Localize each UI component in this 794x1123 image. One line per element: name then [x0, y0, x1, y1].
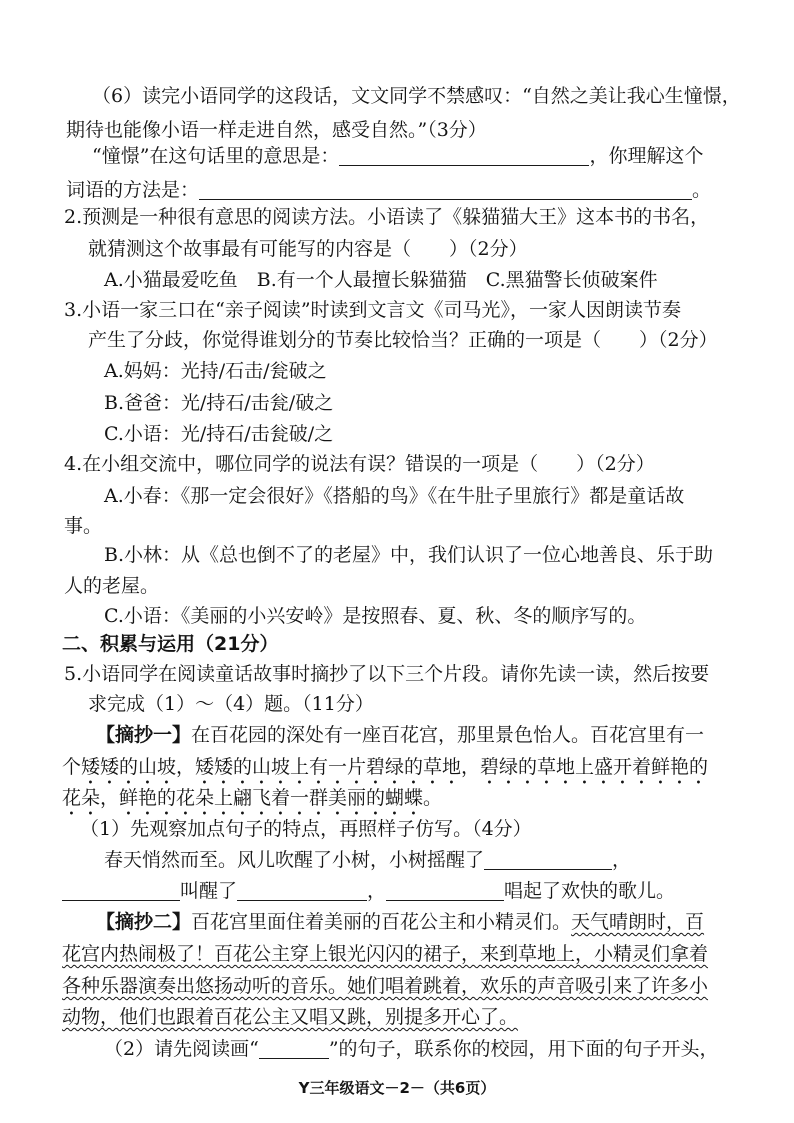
fill-blank-1[interactable] [484, 849, 612, 870]
q5-sub-1: （1）先观察加点句子的特点，再照样子仿写。（4分） [80, 818, 532, 840]
q6-meaning-blank[interactable] [339, 145, 589, 166]
q6-method-intro: ，你理解这个 [589, 145, 704, 167]
q6-method-blank[interactable] [199, 179, 692, 200]
excerpt-2-underlined-1: 天气晴朗时，百 [571, 911, 705, 933]
excerpt-1-text-1: 在百花园的深处有一座百花宫，那里景色怡人。百花宫里有一 [191, 724, 705, 746]
q5-line-1: 5.小语同学在阅读童话故事时摘抄了以下三个片段。请你先读一读，然后按要 [64, 663, 710, 685]
q3-option-b: B.爸爸：光/持石/击瓮/破之 [104, 392, 334, 414]
excerpt-1-dotted-sentence: 矮矮的山坡，矮矮的山坡上有一片碧绿的草地，碧绿的草地上盛开着鲜艳的 [81, 756, 709, 778]
fill-blank-4[interactable] [386, 880, 504, 901]
q4-line-1: 4.在小组交流中，哪位同学的说法有误？错误的一项是（ ）（2分） [64, 453, 655, 475]
q2-line-1: 2.预测是一种很有意思的阅读方法。小语读了《躲猫猫大王》这本书的书名， [64, 206, 710, 228]
page-footer: Y三年级语文－2－（共6页） [298, 1079, 496, 1097]
excerpt-2-line-3 [62, 972, 708, 1000]
q6-line-1: （6）读完小语同学的这段话，文文同学不禁感叹：“自然之美让我心生憧憬， [92, 85, 741, 107]
q4-option-a-line-2: 事。 [64, 515, 103, 537]
q2-options: A.小猫最爱吃鱼 B.有一个人最擅长躲猫猫 C.黑猫警长侦破案件 [104, 269, 658, 291]
excerpt-1-label: 【摘抄一】 [96, 724, 192, 746]
q5-sub-1-fill-line-2 [62, 877, 675, 905]
q6-line-2: 期待也能像小语一样走进自然，感受自然。”（3分） [66, 119, 487, 141]
excerpt-2-label: 【摘抄二】 [96, 911, 192, 933]
excerpt-1-line-1 [96, 721, 704, 749]
q3-line-2: 产生了分歧，你觉得谁划分的节奏比较恰当？正确的一项是（ ）（2分） [88, 329, 718, 351]
q6-meaning-prompt: “憧憬”在这句话里的意思是： [92, 145, 340, 167]
q4-option-b-line-2: 人的老屋。 [64, 575, 160, 597]
q6-period: 。 [692, 179, 712, 201]
q3-option-c: C.小语：光/持石/击瓮破/之 [104, 423, 334, 445]
excerpt-2-underlined-4: 动物，他们也跟着百花公主又唱又跳，别提多开心了。 [62, 1006, 519, 1028]
q5-sub-2 [104, 1035, 719, 1063]
excerpt-1-dotted-sentence-end: 花朵，鲜艳的花朵上翩飞着一群美丽的蝴蝶。 [62, 787, 443, 809]
sub-2-underline-sample [259, 1038, 329, 1059]
excerpt-2-underlined-2: 花宫内热闹极了！百花公主穿上银光闪闪的裙子，来到草地上，小精灵们拿着 [62, 943, 709, 965]
excerpt-2-text-1: 百花宫里面住着美丽的百花公主和小精灵们。 [191, 911, 572, 933]
q4-option-b-line-1: B.小林：从《总也倒不了的老屋》中，我们认识了一位心地善良、乐于助 [104, 544, 714, 566]
sub-2-text-b: ”的句子，联系你的校园，用下面的句子开头， [328, 1038, 719, 1060]
q4-option-c: C.小语：《美丽的小兴安岭》是按照春、夏、秋、冬的顺序写的。 [104, 605, 647, 627]
excerpt-1-text-2a: 个 [62, 756, 82, 778]
q3-line-1: 3.小语一家三口在“亲子阅读”时读到文言文《司马光》，一家人因朗读节奏 [64, 299, 682, 321]
fill-text-woke: 叫醒了 [180, 880, 238, 902]
excerpt-2-line-4 [62, 1003, 518, 1031]
fill-comma-1: ， [612, 849, 632, 871]
excerpt-2-line-1 [96, 908, 704, 936]
q6-method-prompt: 词语的方法是： [66, 179, 200, 201]
fill-blank-3[interactable] [237, 880, 367, 901]
section-2-heading: 二、积累与运用（21分） [62, 633, 279, 655]
fill-comma-2: ， [367, 880, 387, 902]
sub-2-text-a: （2）请先阅读画“ [104, 1038, 259, 1060]
fill-sentence-start: 春天悄然而至。风儿吹醒了小树，小树摇醒了 [104, 849, 485, 871]
fill-blank-2[interactable] [62, 880, 180, 901]
excerpt-2-underlined-3: 各种乐器演奏出悠扬动听的音乐。她们唱着跳着，欢乐的声音吸引来了许多小 [62, 975, 709, 997]
q2-line-2: 就猜测这个故事最有可能写的内容是（ ）（2分） [88, 238, 528, 260]
q5-sub-1-fill-line-1 [104, 846, 631, 874]
fill-text-sang: 唱起了欢快的歌儿。 [504, 880, 676, 902]
q6-line-3 [92, 142, 703, 170]
q5-line-2: 求完成（1）～（4）题。（11分） [88, 693, 374, 715]
q4-option-a-line-1: A.小春：《那一定会很好》《搭船的鸟》《在牛肚子里旅行》都是童话故 [104, 485, 685, 507]
excerpt-2-line-2 [62, 940, 708, 968]
q3-option-a: A.妈妈：光持/石击/瓮破之 [104, 360, 327, 382]
q6-line-4 [66, 176, 711, 204]
